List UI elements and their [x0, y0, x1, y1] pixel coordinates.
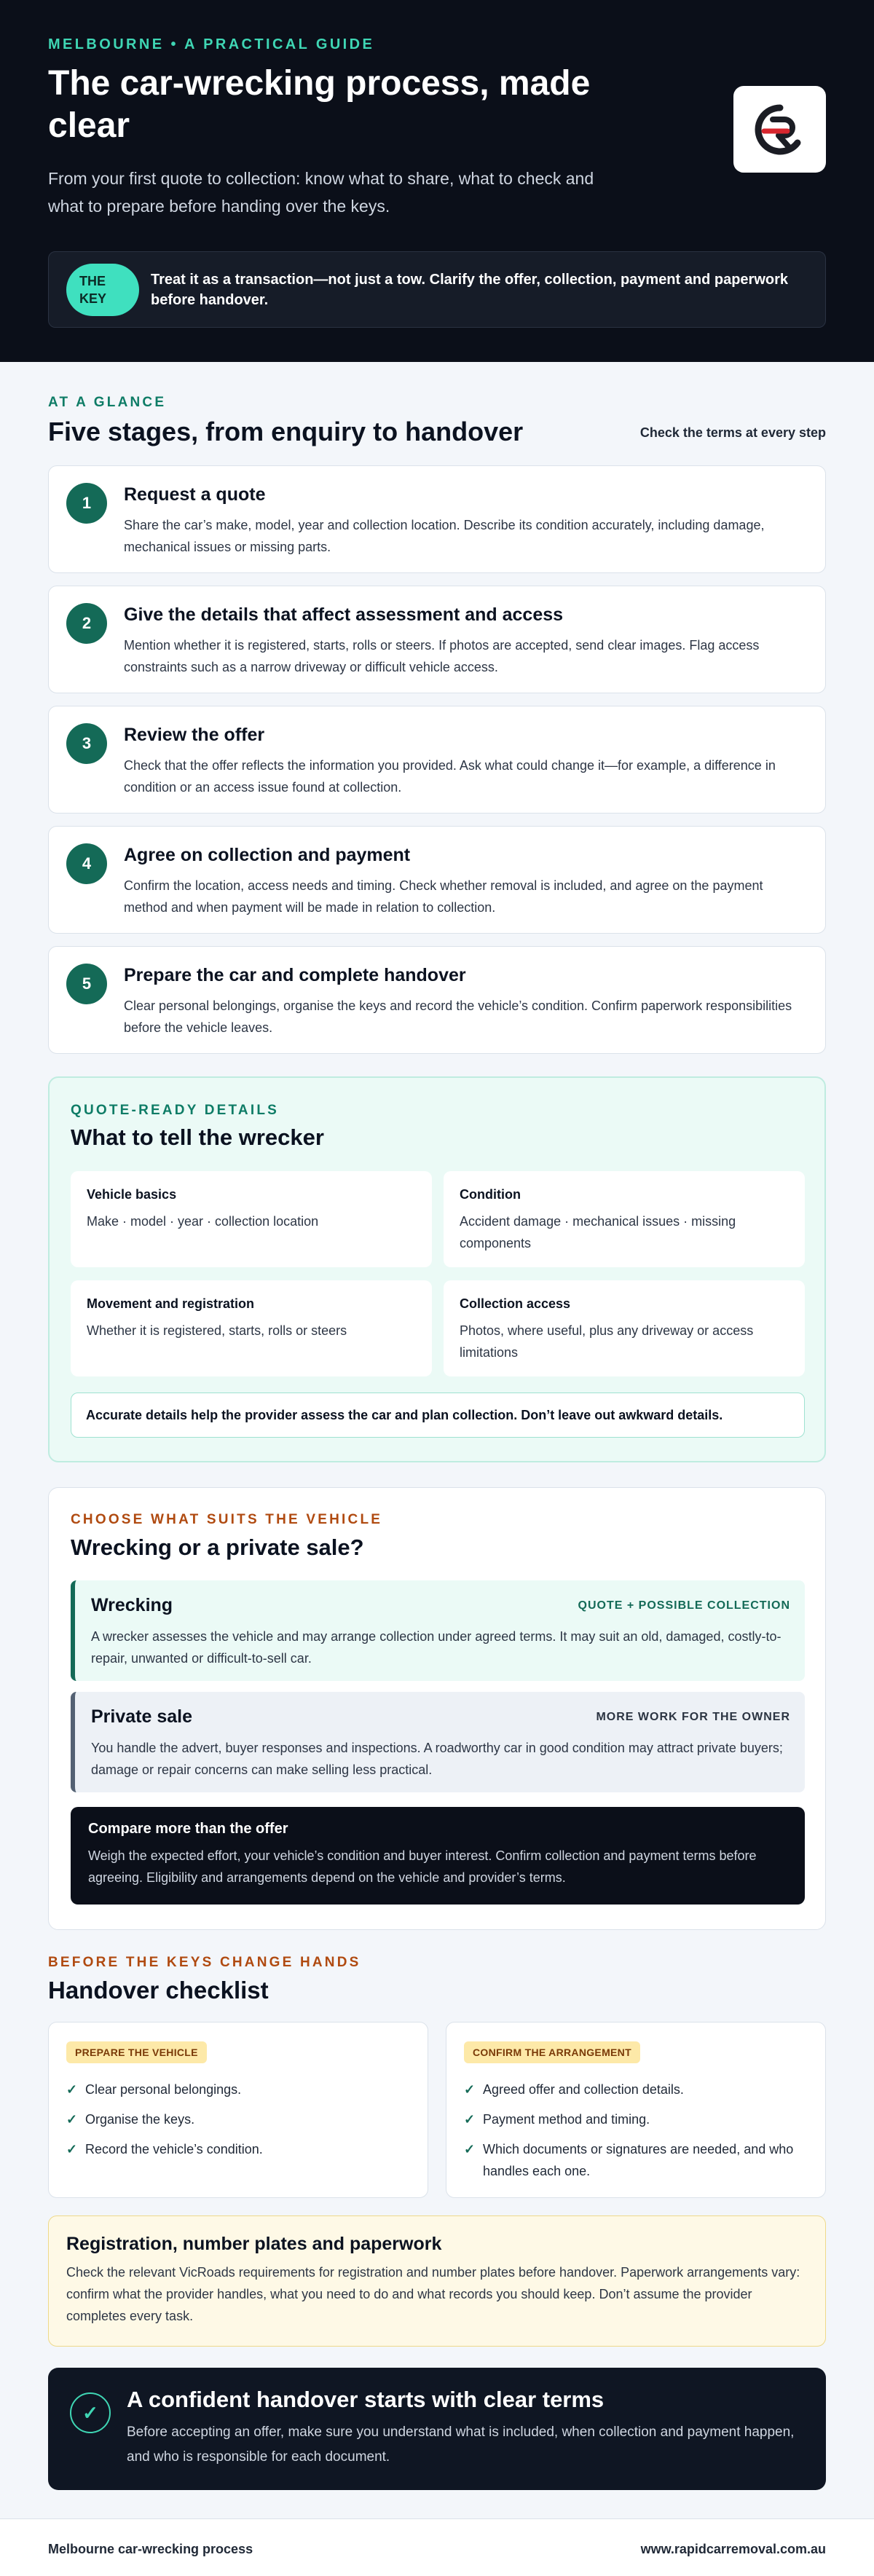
stage-card — [48, 465, 826, 573]
checklist-item — [464, 2108, 811, 2130]
hero-section — [0, 0, 874, 362]
check-circle-icon: ✓ — [70, 2392, 111, 2433]
stage-number: 4 — [66, 843, 107, 884]
confident-title: A confident handover starts with clear terms — [127, 2387, 605, 2412]
checklist-item — [66, 2108, 413, 2130]
confident-handover-panel — [48, 2368, 826, 2490]
glance-aside: Check the terms at every step — [639, 425, 826, 440]
check-icon: ✓ — [66, 2142, 78, 2156]
stage-title: Review the offer — [124, 725, 265, 745]
quote-card-vehicle-basics — [71, 1171, 432, 1267]
checklist-title: Handover checklist — [48, 1977, 269, 2004]
hero-title: The car-wrecking process, made clear — [48, 64, 591, 145]
option-private-sale — [71, 1692, 805, 1792]
stage-body: Check that the offer reflects the information you provided. Ask what could change it—for example, a difference in condition or an access issue found at collection. — [124, 758, 776, 795]
compare-title: Compare more than the offer — [88, 1821, 288, 1837]
quote-card-title: Condition — [460, 1187, 521, 1202]
brand-logo — [733, 86, 826, 173]
stage-title: Prepare the car and complete handover — [124, 965, 466, 985]
stage-card — [48, 826, 826, 934]
quote-ready-panel — [48, 1076, 826, 1462]
check-icon: ✓ — [66, 2112, 78, 2127]
stage-number: 3 — [66, 723, 107, 764]
check-icon: ✓ — [66, 2082, 78, 2097]
checklist-item-text: Organise the keys. — [85, 2112, 195, 2127]
checklist-item-text: Agreed offer and collection details. — [483, 2082, 684, 2097]
option-tag: MORE WORK FOR THE OWNER — [596, 1711, 790, 1723]
option-wrecking — [71, 1580, 805, 1681]
checklist-item-text: Clear personal belongings. — [85, 2082, 242, 2097]
hero-kicker: MELBOURNE • A PRACTICAL GUIDE — [48, 36, 375, 52]
registration-panel — [48, 2215, 826, 2347]
quote-card-body: Photos, where useful, plus any driveway or access limitations — [460, 1323, 754, 1360]
checklist-item — [66, 2138, 413, 2160]
footer-website-link[interactable]: www.rapidcarremoval.com.au — [640, 2542, 826, 2556]
stage-body: Share the car’s make, model, year and collection location. Describe its condition accurately, including damage, mechanical issues or missing parts. — [124, 518, 765, 554]
quote-card-title: Collection access — [460, 1296, 571, 1311]
stage-body: Mention whether it is registered, starts, rolls or steers. If photos are accepted, send clear images. Flag access constraints such as a narrow driveway or difficult vehicle access. — [124, 638, 760, 674]
rapid-car-removal-logo-icon — [751, 101, 809, 159]
stage-number: 1 — [66, 483, 107, 524]
stage-card — [48, 946, 826, 1054]
option-title: Wrecking — [91, 1595, 173, 1615]
registration-title: Registration, number plates and paperwork — [66, 2234, 442, 2254]
option-tag: QUOTE + POSSIBLE COLLECTION — [578, 1599, 790, 1612]
stage-title: Request a quote — [124, 484, 266, 505]
key-pill — [66, 264, 139, 316]
compare-body: Weigh the expected effort, your vehicle’s condition and buyer interest. Confirm collection and payment terms before agreeing. Eligibility and arrangements depend on the vehicle and provider’s terms. — [88, 1848, 757, 1885]
key-label: THE KEY — [79, 273, 107, 306]
checklist-item-text: Payment method and timing. — [483, 2112, 650, 2127]
checklist-kicker: BEFORE THE KEYS CHANGE HANDS — [48, 1955, 361, 1970]
stage-title: Agree on collection and payment — [124, 845, 411, 865]
choose-kicker: CHOOSE WHAT SUITS THE VEHICLE — [71, 1512, 383, 1527]
checklist-card-prepare — [48, 2022, 428, 2198]
stage-number: 2 — [66, 603, 107, 644]
check-icon: ✓ — [464, 2082, 476, 2097]
choose-panel — [48, 1487, 826, 1930]
quote-card-condition — [444, 1171, 805, 1267]
stage-card — [48, 586, 826, 693]
quote-card-body: Accident damage · mechanical issues · missing components — [460, 1214, 736, 1250]
footer-title: Melbourne car-wrecking process — [48, 2542, 253, 2556]
compare-callout — [71, 1807, 805, 1905]
stage-body: Confirm the location, access needs and timing. Check whether removal is included, and agree on the payment method and when payment will be made in relation to collection. — [124, 878, 763, 915]
quote-card-title: Vehicle basics — [87, 1187, 177, 1202]
key-callout — [48, 251, 826, 328]
check-icon: ✓ — [464, 2142, 476, 2156]
option-title: Private sale — [91, 1706, 192, 1727]
option-body: A wrecker assesses the vehicle and may arrange collection under agreed terms. It may suit an old, damaged, costly-to-repair, unwanted or difficult-to-sell car. — [91, 1629, 782, 1666]
key-text: Treat it as a transaction—not just a tow. Clarify the offer, collection, payment and paperwork before handover. — [151, 271, 788, 308]
checklist-item — [464, 2079, 811, 2100]
quote-card-access — [444, 1280, 805, 1376]
checklist-item — [66, 2079, 413, 2100]
checklist-item-text: Record the vehicle’s condition. — [85, 2142, 263, 2156]
stage-body: Clear personal belongings, organise the keys and record the vehicle’s condition. Confirm paperwork responsibilities before the vehicle leaves. — [124, 999, 792, 1035]
footer — [0, 2518, 874, 2576]
glance-title: Five stages, from enquiry to handover — [48, 417, 524, 446]
hero-subtitle: From your first quote to collection: know what to share, what to check and what to prepare before handing over the keys. — [48, 169, 594, 216]
checklist-card-confirm — [446, 2022, 826, 2198]
glance-kicker: AT A GLANCE — [48, 395, 167, 410]
stage-title: Give the details that affect assessment and access — [124, 604, 564, 625]
registration-body: Check the relevant VicRoads requirements for registration and number plates before handover. Paperwork arrangements vary: confirm what the provider handles, what you need to do and what records you should keep. Don’t assume the provider completes every task. — [66, 2265, 800, 2323]
quote-card-body: Make · model · year · collection location — [87, 1214, 319, 1229]
quote-card-body: Whether it is registered, starts, rolls or steers — [87, 1323, 347, 1338]
checklist-badge: PREPARE THE VEHICLE — [66, 2041, 207, 2063]
checklist-item-text: Which documents or signatures are needed, and who handles each one. — [483, 2142, 794, 2178]
option-body: You handle the advert, buyer responses and inspections. A roadworthy car in good condition may attract private buyers; damage or repair concerns can make selling less practical. — [91, 1741, 783, 1777]
checklist-item — [464, 2138, 811, 2182]
checklist-badge: CONFIRM THE ARRANGEMENT — [464, 2041, 640, 2063]
quote-card-movement — [71, 1280, 432, 1376]
choose-title: Wrecking or a private sale? — [71, 1535, 364, 1560]
quote-card-title: Movement and registration — [87, 1296, 255, 1311]
stage-card — [48, 706, 826, 814]
quote-note: Accurate details help the provider assess the car and plan collection. Don’t leave out awkward details. — [71, 1393, 805, 1438]
confident-body: Before accepting an offer, make sure you understand what is included, when collection and payment happen, and who is responsible for each document. — [127, 2425, 795, 2465]
quote-kicker: QUOTE-READY DETAILS — [71, 1103, 279, 1118]
stage-number: 5 — [66, 964, 107, 1004]
quote-title: What to tell the wrecker — [71, 1124, 324, 1150]
check-icon: ✓ — [464, 2112, 476, 2127]
